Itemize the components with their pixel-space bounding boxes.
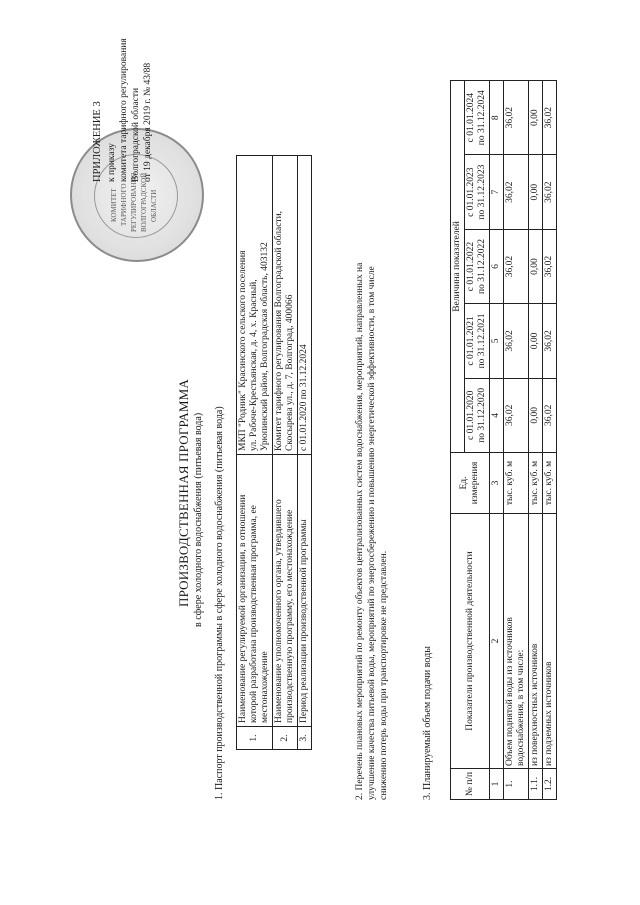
text-line: Наименование регулируемой организации, в отношении	[238, 494, 248, 723]
row-value: 36,02	[543, 378, 557, 452]
period-to: по 31.12.2023	[477, 164, 487, 220]
row-label	[273, 455, 298, 727]
col-number: 8	[490, 81, 504, 155]
row-value: 36,02	[543, 155, 557, 229]
header-indicator: Показатели производственной деятельности	[451, 514, 490, 769]
row-number: 2.	[273, 727, 298, 750]
table-row	[543, 81, 557, 800]
table-header-row	[451, 81, 465, 800]
table-row	[529, 81, 543, 800]
page-title: ПРОИЗВОДСТВЕННАЯ ПРОГРАММА	[176, 379, 191, 607]
header-period	[465, 229, 490, 303]
row-unit: тыс. куб. м	[504, 453, 529, 514]
header-line: Волгоградской области	[131, 87, 141, 182]
table-row	[504, 81, 529, 800]
header-num: № п/п	[451, 769, 490, 800]
row-value: 36,02	[504, 229, 529, 303]
stamp-line: РЕГУЛИРОВАНИЯ	[130, 172, 138, 232]
row-name	[529, 514, 543, 769]
period-to: по 31.12.2024	[477, 90, 487, 146]
period-from: с 01.01.2021	[466, 316, 476, 366]
text-line: ул. Рабоче-Крестьянская, д. 4, х. Красный,	[249, 279, 259, 451]
row-value: 36,02	[504, 155, 529, 229]
row-label	[298, 455, 312, 727]
row-label	[237, 455, 273, 727]
text-line: Урюпинский район, Волгоградская область, 403132	[260, 242, 270, 451]
row-value: 36,02	[543, 229, 557, 303]
text-line: которой разработана производственная программа, ее	[249, 505, 259, 723]
column-number-row	[490, 81, 504, 800]
row-unit: тыс. куб. м	[543, 453, 557, 514]
header-period	[465, 155, 490, 229]
text-line: Скосырева ул., д. 7, Волгоград, 400066	[285, 294, 295, 451]
row-value	[273, 156, 298, 455]
stamp-line: ОБЛАСТИ	[150, 189, 158, 222]
section2-line: снижению потерь воды при транспортировке не представлен.	[379, 550, 389, 800]
passport-table	[236, 155, 312, 750]
text-line: Комитет тарифного регулирования Волгоградской области,	[274, 210, 284, 451]
row-value: 0,00	[529, 304, 543, 378]
row-value: 36,02	[543, 81, 557, 155]
header-line: от 19 декабря 2019 г. № 43/88	[143, 62, 153, 182]
text-line: Период реализации производственной программы	[299, 519, 309, 723]
row-number: 3.	[298, 727, 312, 750]
text-line: МКП "Родник" Красинского сельского поселения	[238, 250, 248, 451]
stamp-line: ВОЛГОГРАДСКОЙ	[140, 172, 148, 232]
text-line: Наименование уполномоченного органа, утвердившего	[274, 499, 284, 723]
row-value	[237, 156, 273, 455]
row-value: 0,00	[529, 155, 543, 229]
row-value: 36,02	[504, 304, 529, 378]
row-value	[298, 156, 312, 455]
period-from: с 01.01.2023	[466, 167, 476, 217]
row-value: 36,02	[543, 304, 557, 378]
row-unit: тыс. куб. м	[529, 453, 543, 514]
table-row	[237, 156, 273, 750]
period-from: с 01.01.2020	[466, 390, 476, 440]
col-number: 1	[490, 769, 504, 800]
col-number: 5	[490, 304, 504, 378]
table-row	[298, 156, 312, 750]
stamp-line: ТАРИФНОГО	[120, 183, 128, 226]
col-number: 6	[490, 229, 504, 303]
header-period	[465, 304, 490, 378]
row-value: 36,02	[504, 81, 529, 155]
row-number: 1.	[504, 769, 529, 800]
volume-table	[450, 80, 557, 800]
appendix-label: ПРИЛОЖЕНИЕ 3	[92, 101, 103, 182]
row-value: 0,00	[529, 81, 543, 155]
col-number: 7	[490, 155, 504, 229]
period-from: с 01.01.2024	[466, 93, 476, 143]
text-line: местонахождение	[260, 651, 270, 723]
header-period	[465, 378, 490, 452]
text-line: Объем поднятой воды из источников	[505, 617, 515, 766]
row-value: 36,02	[504, 378, 529, 452]
section2-line: 2. Перечень плановых мероприятий по ремонту объектов централизованных систем водоснабжения, мероприятий, направленных на	[355, 262, 365, 800]
col-number: 4	[490, 378, 504, 452]
text-line: с 01.01.2020 по 31.12.2024	[299, 344, 309, 451]
section2-line: улучшение качества питьевой воды, мероприятий по энергосбережению и повышению энергетической эффективности, в том числе	[367, 266, 377, 800]
section1-heading: 1. Паспорт производственной программы в сфере холодного водоснабжения (питьевая вода)	[214, 406, 225, 800]
row-value: 0,00	[529, 229, 543, 303]
header-line: к приказу	[107, 143, 117, 182]
row-number: 1.	[237, 727, 273, 750]
col-number: 3	[490, 453, 504, 514]
row-name	[504, 514, 529, 769]
row-value: 0,00	[529, 378, 543, 452]
section3-heading: 3. Планируемый объем подачи воды	[422, 646, 433, 800]
header-line: комитета тарифного регулирования	[119, 38, 129, 182]
header-period	[465, 81, 490, 155]
col-number: 2	[490, 514, 504, 769]
period-to: по 31.12.2021	[477, 313, 487, 369]
stamp-line: КОМИТЕТ	[110, 188, 118, 222]
period-to: по 31.12.2020	[477, 387, 487, 443]
text-line: из подземных источников	[544, 661, 554, 766]
header-unit: Ед. измерения	[451, 453, 490, 514]
page-subtitle: в сфере холодного водоснабжения (питьевая вода)	[193, 412, 204, 627]
text-line: производственную программу, его местонахождение	[285, 509, 295, 723]
table-row	[273, 156, 298, 750]
row-name	[543, 514, 557, 769]
period-to: по 31.12.2022	[477, 239, 487, 295]
period-from: с 01.01.2022	[466, 241, 476, 292]
text-line: из поверхностных источников	[530, 643, 540, 766]
row-number: 1.2.	[543, 769, 557, 800]
header-group: Величина показателей	[451, 81, 465, 453]
text-line: водоснабжения, в том числе:	[516, 649, 526, 766]
row-number: 1.1.	[529, 769, 543, 800]
